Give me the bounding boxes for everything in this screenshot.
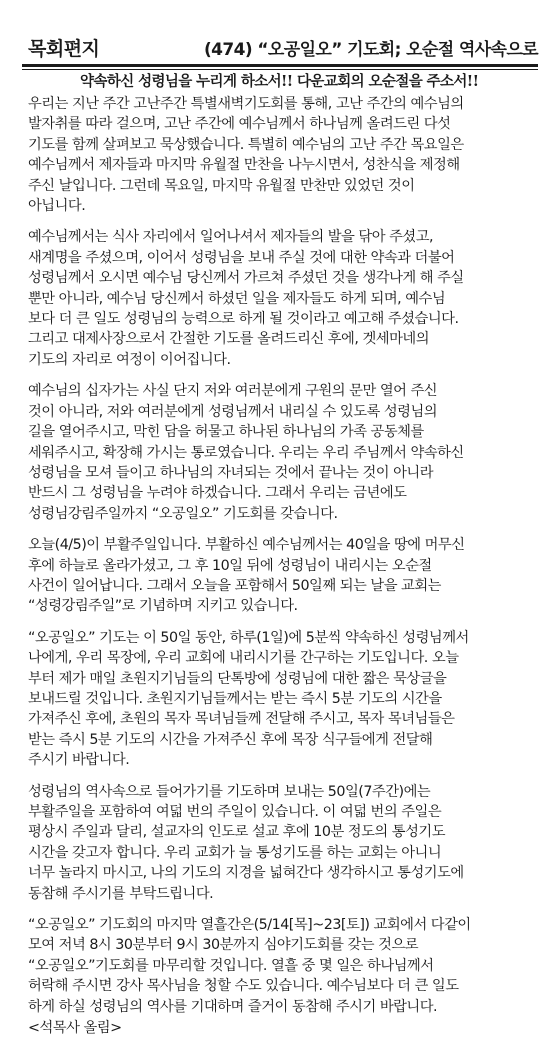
text-line: 하게 하실 성령님의 역사를 기대하며 즐거이 동참해 주시기 바랍니다. — [28, 998, 438, 1015]
text-line: 기도의 자리로 여정이 이어집니다. — [28, 351, 231, 368]
text-line: 모여 저녁 8시 30분부터 9시 30분까지 심야기도회를 갖는 것으로 — [28, 937, 419, 954]
paragraph — [28, 227, 538, 370]
text-line: 나에게, 우리 목장에, 우리 교회에 내리시기를 간구하는 기도입니다. 오늘 — [28, 650, 459, 667]
text-line: 기도를 함께 살펴보고 묵상했습니다. 특별히 예수님의 고난 주간 목요일은 — [28, 136, 464, 153]
text-line: 주시기 바랍니다. — [28, 752, 130, 769]
text-line: 후에 하늘로 올라가셨고, 그 후 10일 뒤에 성령님이 내리시는 오순절 — [28, 557, 432, 574]
text-line: 시간을 갖고자 합니다. 우리 교회가 늘 통성기도를 하는 교회는 아니니 — [28, 844, 442, 861]
text-line: 예수님께서 제자들과 마지막 유월절 만찬을 나누시면서, 성찬식을 제정해 — [28, 157, 460, 174]
column-label: 목회편지 — [28, 38, 100, 60]
text-line: 성령님께서 오시면 예수님 당신께서 가르쳐 주셨던 것을 생각나게 해 주실 — [28, 270, 464, 287]
text-line: 사건이 일어납니다. 그래서 오늘을 포함해서 50일째 되는 날을 교회는 — [28, 577, 441, 594]
text-line: 예수님의 십자가는 사실 단지 저와 여러분에게 구원의 문만 열어 주신 — [28, 383, 438, 400]
paragraph — [28, 94, 538, 216]
text-line: 동참해 주시기를 부탁드립니다. — [28, 885, 214, 902]
text-line: 보내드릴 것입니다. 초원지기님들께서는 받는 즉시 5분 기도의 시간을 — [28, 690, 442, 707]
letter-subtitle: 약속하신 성령님을 누리게 하소서!! 다운교회의 오순절을 주소서!! — [80, 73, 479, 90]
letter-body — [28, 94, 538, 1049]
text-line: 부터 제가 매일 초원지기님들의 단톡방에 성령님에 대한 짧은 묵상글을 — [28, 670, 447, 687]
paragraph — [28, 628, 538, 771]
header-divider-thick — [22, 64, 538, 67]
signature-block — [28, 1018, 538, 1038]
text-line: 반드시 그 성령님을 누려야 하겠습니다. 그래서 우리는 금년에도 — [28, 485, 407, 502]
paragraph — [28, 915, 538, 1017]
text-line: 허락해 주시면 강사 목사님을 청할 수도 있습니다. 예수님보다 더 큰 일도 — [28, 978, 459, 995]
text-line: 너무 놀라지 마시고, 나의 기도의 지경을 넓혀간다 생각하시고 통성기도에 — [28, 865, 464, 882]
text-line: 우리는 지난 주간 고난주간 특별새벽기도회를 통해, 고난 주간의 예수님의 — [28, 96, 464, 112]
letter-title: (474) “오공일오” 기도회; 오순절 역사속으로 — [204, 40, 538, 60]
text-line: “성령강림주일”로 기념하며 지키고 있습니다. — [28, 598, 298, 615]
text-line: 뿐만 아니라, 예수님 당신께서 하셨던 일을 제자들도 하게 되며, 예수님 — [28, 290, 446, 307]
text-line: 가져주신 후에, 초원의 목자 목녀님들께 전달해 주시고, 목자 목녀님들은 — [28, 711, 455, 728]
paragraph — [28, 782, 538, 904]
text-line: “오공일오”기도회를 마무리할 것입니다. 열흘 중 몇 일은 하나님께서 — [28, 957, 434, 974]
text-line: 오늘(4/5)이 부활주일입니다. 부활하신 예수님께서는 40일을 땅에 머무신 — [28, 537, 465, 554]
paragraph — [28, 535, 538, 617]
text-line: 평상시 주일과 달리, 설교자의 인도로 설교 후에 10분 정도의 통성기도 — [28, 824, 446, 841]
text-line: 성령님을 모셔 들이고 하나님의 자녀되는 것에서 끝나는 것이 아니라 — [28, 464, 434, 481]
text-line: 예수님께서는 식사 자리에서 일어나셔서 제자들의 발을 닦아 주셨고, — [28, 229, 434, 246]
text-line: 새계명을 주셨으며, 이어서 성령님을 보내 주실 것에 대한 약속과 더불어 — [28, 249, 455, 266]
text-line: 세워주시고, 확장해 가시는 통로였습니다. 우리는 우리 주님께서 약속하신 — [28, 444, 464, 461]
text-line: 성령님강림주일까지 “오공일오” 기도회를 갖습니다. — [28, 505, 338, 522]
text-line: 그리고 대제사장으로서 간절한 기도를 올려드리신 후에, 겟세마네의 — [28, 331, 430, 348]
newsletter-header — [26, 34, 538, 64]
text-line: 받는 즉시 5분 기도의 시간을 가져주신 후에 목장 식구들에게 전달해 — [28, 731, 433, 748]
text-line: 길을 열어주시고, 막힌 담을 허물고 하나된 하나님의 가족 공동체를 — [28, 424, 424, 441]
paragraph — [28, 381, 538, 524]
text-line: “오공일오” 기도회의 마지막 열흘간은(5/14[목]~23[토]) 교회에서 다같이 — [28, 917, 471, 934]
text-line: 보다 더 큰 일도 성령님의 능력으로 하게 될 것이라고 예고해 주셨습니다. — [28, 311, 459, 328]
text-line: 것이 아니라, 저와 여러분에게 성령님께서 내리실 수 있도록 성령님의 — [28, 403, 438, 420]
text-line: 발자취를 따라 걸으며, 고난 주간에 예수님께서 하나님께 올려드린 다섯 — [28, 116, 451, 133]
text-line: “오공일오” 기도는 이 50일 동안, 하루(1일)에 5분씩 약속하신 성령님께서 — [28, 629, 469, 646]
text-line: 아닙니다. — [28, 198, 86, 215]
text-line: 성령님의 역사속으로 들어가기를 기도하며 보내는 50일(7주간)에는 — [28, 783, 431, 800]
text-line: 주신 날입니다. 그런데 목요일, 마지막 유월절 만찬만 있었던 것이 — [28, 177, 415, 194]
signature: <석목사 올림> — [28, 1020, 122, 1037]
text-line: 부활주일을 포함하여 여덟 번의 주일이 있습니다. 이 여덟 번의 주일은 — [28, 804, 442, 820]
